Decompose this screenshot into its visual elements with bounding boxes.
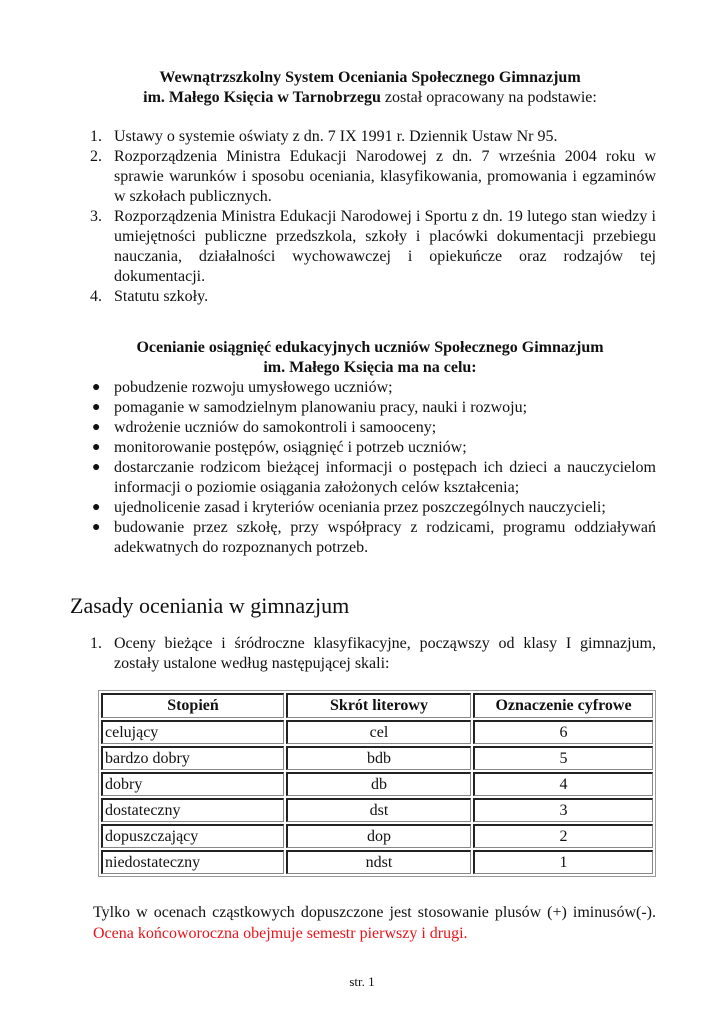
grade-abbrev: cel	[286, 720, 471, 744]
grade-name: niedostateczny	[101, 850, 284, 874]
list-number: 3.	[90, 208, 102, 225]
list-item	[90, 418, 656, 438]
list-item-text: pobudzenie rozwoju umysłowego uczniów;	[114, 379, 393, 396]
list-item	[90, 287, 656, 307]
bullet-icon: ●	[92, 500, 101, 515]
intro-title: Wewnątrzszkolny System Oceniania Społecznego Gimnazjum	[159, 69, 581, 86]
bullet-icon: ●	[92, 460, 101, 475]
intro-subtitle-rest: został opracowany na podstawie:	[380, 89, 597, 106]
bullet-icon: ●	[92, 400, 101, 415]
goals-heading-line2: im. Małego Księcia ma na celu:	[263, 359, 477, 376]
list-item	[90, 147, 656, 207]
intro-heading	[70, 68, 670, 108]
table-row	[101, 772, 653, 796]
grading-note	[93, 902, 656, 944]
table-row	[101, 798, 653, 822]
grade-name: bardzo dobry	[101, 746, 284, 770]
grade-name: dopuszczający	[101, 824, 284, 848]
page-number: str. 1	[349, 974, 375, 989]
table-row	[101, 720, 653, 744]
list-item	[90, 398, 656, 418]
table-row	[101, 850, 653, 874]
grade-number: 1	[473, 850, 653, 874]
list-item	[90, 207, 656, 287]
list-item	[90, 518, 656, 558]
grade-name: dostateczny	[101, 798, 284, 822]
grade-abbrev: ndst	[286, 850, 471, 874]
grade-number: 6	[473, 720, 653, 744]
list-item-text: Rozporządzenia Ministra Edukacji Narodowej z dn. 7 września 2004 roku w sprawie warunków i sposobu oceniania, klasyfikowania, promowania i egzaminów w szkołach publicznych.	[114, 148, 656, 205]
list-item-text: Oceny bieżące i śródroczne klasyfikacyjne, począwszy od klasy I gimnazjum, zostały ustalone według następującej skali:	[114, 635, 656, 672]
list-item-text: pomaganie w samodzielnym planowaniu pracy, nauki i rozwoju;	[114, 399, 528, 416]
list-number: 1.	[90, 635, 102, 652]
school-name: im. Małego Księcia w Tarnobrzegu	[143, 89, 381, 106]
bullet-icon: ●	[92, 520, 101, 535]
grade-abbrev: db	[286, 772, 471, 796]
grade-number: 4	[473, 772, 653, 796]
column-header: Stopień	[101, 693, 284, 718]
list-number: 1.	[90, 128, 102, 145]
goals-list	[90, 378, 656, 558]
grade-number: 2	[473, 824, 653, 848]
rules-list	[90, 634, 656, 674]
list-item	[90, 498, 656, 518]
list-item-text: Ustawy o systemie oświaty z dn. 7 IX 1991 r. Dziennik Ustaw Nr 95.	[114, 128, 558, 145]
goals-heading	[70, 338, 670, 378]
column-header: Oznaczenie cyfrowe	[473, 693, 653, 718]
list-item-text: Statutu szkoły.	[114, 288, 209, 305]
list-number: 2.	[90, 148, 102, 165]
list-item	[90, 634, 656, 674]
grade-name: celujący	[101, 720, 284, 744]
table-row	[101, 746, 653, 770]
table-header-row	[101, 693, 653, 718]
note-highlight: Ocena końcoworoczna obejmuje semestr pierwszy i drugi.	[93, 925, 468, 942]
list-item-text: wdrożenie uczniów do samokontroli i samooceny;	[114, 419, 437, 436]
list-item	[90, 378, 656, 398]
grade-abbrev: dop	[286, 824, 471, 848]
list-item	[90, 127, 656, 147]
grade-number: 3	[473, 798, 653, 822]
list-number: 4.	[90, 288, 102, 305]
table-row	[101, 824, 653, 848]
grade-number: 5	[473, 746, 653, 770]
grade-abbrev: dst	[286, 798, 471, 822]
column-header: Skrót literowy	[286, 693, 471, 718]
intro-subtitle	[70, 88, 670, 108]
goals-heading-line1: Ocenianie osiągnięć edukacyjnych uczniów Społecznego Gimnazjum	[136, 339, 604, 356]
list-item-text: budowanie przez szkołę, przy współpracy z rodzicami, programu oddziaływań adekwatnych do rozpoznanych potrzeb.	[114, 519, 656, 556]
bullet-icon: ●	[92, 420, 101, 435]
list-item-text: dostarczanie rodzicom bieżącej informacji o postępach ich dzieci a nauczycielom informacji o poziomie osiągania założonych celów kształcenia;	[114, 459, 656, 496]
list-item-text: monitorowanie postępów, osiągnięć i potrzeb uczniów;	[114, 439, 467, 456]
legal-basis-list	[90, 127, 656, 307]
grade-name: dobry	[101, 772, 284, 796]
section-title: Zasady oceniania w gimnazjum	[70, 593, 350, 618]
grades-table	[98, 690, 656, 877]
list-item	[90, 438, 656, 458]
list-item-text: Rozporządzenia Ministra Edukacji Narodowej i Sportu z dn. 19 lutego stan wiedzy i umiejętności publiczne przedszkola, szkoły i placówki dokumentacji przebiegu nauczania, działalności wychowawczej i opiekuńcze oraz rodzajów tej dokumentacji.	[114, 208, 656, 285]
bullet-icon: ●	[92, 440, 101, 455]
list-item-text: ujednolicenie zasad i kryteriów oceniania przez poszczególnych nauczycieli;	[114, 499, 606, 516]
grade-abbrev: bdb	[286, 746, 471, 770]
list-item	[90, 458, 656, 498]
bullet-icon: ●	[92, 380, 101, 395]
note-text: Tylko w ocenach cząstkowych dopuszczone jest stosowanie plusów (+) iminusów(-).	[93, 904, 656, 921]
